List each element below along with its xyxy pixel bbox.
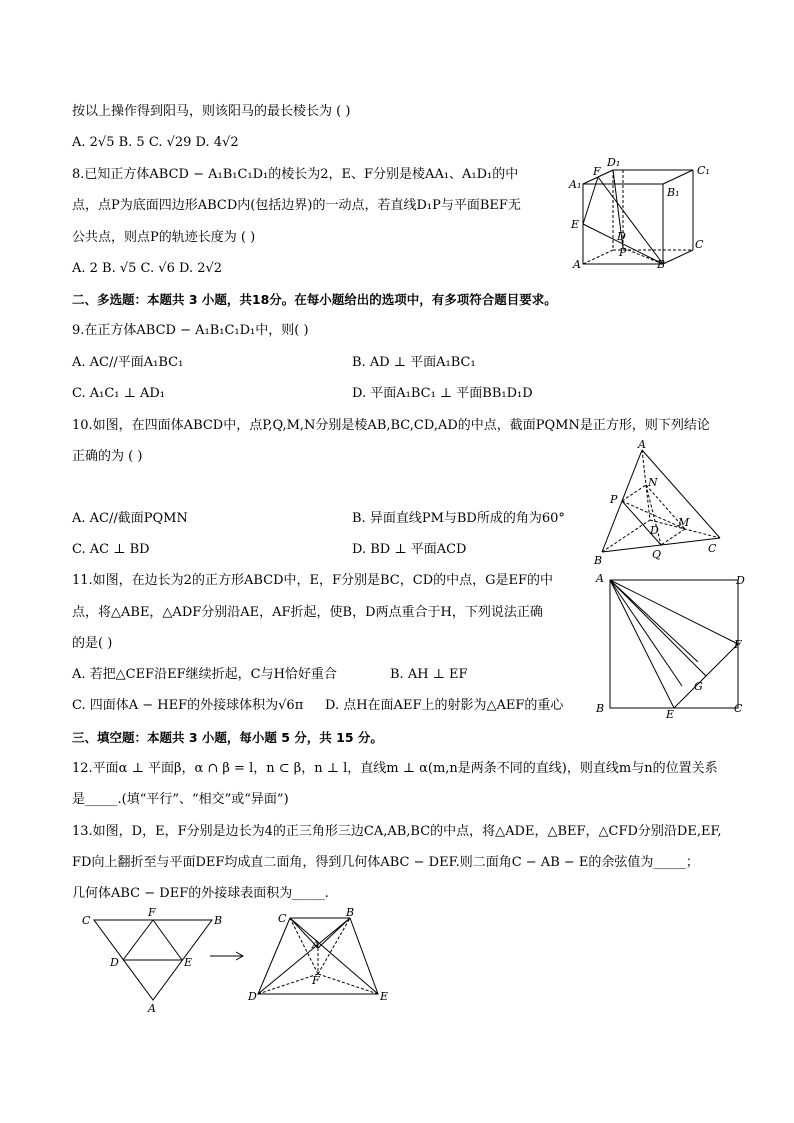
q10-option-a: A. AC//截面PQMN [72,511,188,526]
fig13-right-label-f: F [312,974,320,987]
fig11-label-e: E [666,708,675,721]
q11-option-a: A. 若把△CEF沿EF继续折起，C与H恰好重合 [72,667,337,682]
fig13-left-label-a: A [148,1002,156,1015]
q10-tetrahedron-figure [590,440,730,565]
fig11-label-a: A [596,572,604,585]
q13-line-2: FD向上翻折至与平面DEF均成直二面角，得到几何体ABC − DEF.则二面角C − AB − E的余弦值为_____； [72,855,699,870]
q10-line-1: 10.如图，在四面体ABCD中，点P,Q,M,N分别是棱AB,BC,CD,AD的中点，截面PQMN是正方形，则下列结论 [72,418,710,433]
q8-line-2: 点，点P为底面四边形ABCD内(包括边界)的一动点，若直线D₁P与平面BEF无 [72,198,521,213]
q13-line-3: 几何体ABC − DEF的外接球表面积为_____. [72,886,329,901]
q13-arrow-icon [208,950,248,962]
q8-line-1: 8.已知正方体ABCD − A₁B₁C₁D₁的棱长为2，E、F分别是棱AA₁、A₁D₁的中 [72,167,519,182]
q7-options: A. 2√5 B. 5 C. √29 D. 4√2 [72,135,239,150]
q8-options: A. 2 B. √5 C. √6 D. 2√2 [72,261,223,276]
q8-line-3: 公共点，则点P的轨迹长度为 ( ) [72,230,256,245]
q9-option-c: C. A₁C₁ ⊥ AD₁ [72,386,166,401]
fig11-label-f: F [734,638,742,651]
fig10-label-n: N [648,476,658,489]
q10-option-c: C. AC ⊥ BD [72,542,150,557]
q13-right-solid-figure [246,908,396,1008]
fig10-label-q: Q [652,548,662,561]
q12-line-1: 12.平面α ⊥ 平面β，α ∩ β = l，n ⊂ β，n ⊥ l，直线m ⊥ α(m,n是两条不同的直线)，则直线m与n的位置关系 [72,761,718,776]
fig10-label-a: A [638,438,646,451]
q11-option-b: B. AH ⊥ EF [390,667,468,682]
fig8-label-a: A [573,258,581,271]
fig11-label-b: B [596,702,605,715]
q13-left-triangle-figure [78,908,228,1016]
fig13-right-label-b: B [346,906,355,919]
q9-option-b: B. AD ⊥ 平面A₁BC₁ [352,355,476,370]
q9-stem: 9.在正方体ABCD − A₁B₁C₁D₁中，则( ) [72,323,309,338]
fig8-label-d1: D₁ [607,156,621,169]
fig10-label-d: D [650,524,659,537]
q9-option-d: D. 平面A₁BC₁ ⊥ 平面BB₁D₁D [352,386,533,401]
section-3-heading: 三、填空题：本题共 3 小题，每小题 5 分，共 15 分。 [72,730,383,745]
fig10-label-p: P [610,493,618,506]
q10-option-b: B. 异面直线PM与BD所成的角为60° [352,511,565,526]
q8-cube-figure [565,156,715,271]
fig13-right-label-a: A [312,938,320,951]
fig13-left-label-f: F [148,906,156,919]
fig13-right-label-c: C [278,912,287,925]
fig13-right-label-e: E [380,990,389,1003]
fig11-label-g: G [694,680,703,693]
q13-line-1: 13.如图，D，E，F分别是边长为4的正三角形三边CA,AB,BC的中点，将△ADE，△BEF，△CFD分别沿DE,EF, [72,824,722,839]
fig8-label-b1: B₁ [667,186,680,199]
fig8-label-d: D [617,230,626,243]
q11-option-c: C. 四面体A − HEF的外接球体积为√6π [72,698,304,713]
fig8-label-b: B [657,258,666,271]
fig13-left-label-e: E [184,956,193,969]
fig11-label-d: D [736,574,745,587]
fig8-label-f: F [593,165,601,178]
q11-option-d: D. 点H在面AEF上的射影为△AEF的重心 [325,698,564,713]
fig8-label-c: C [695,238,704,251]
fig8-label-a1: A₁ [569,178,582,191]
q11-line-2: 点，将△ABE，△ADF分别沿AE，AF折起，使B，D两点重合于H，下列说法正确 [72,605,543,620]
q11-line-3: 的是( ) [72,636,113,651]
fig13-left-label-d: D [110,956,119,969]
fig13-right-label-d: D [248,990,257,1003]
fig8-label-p: P [619,246,627,259]
section-2-heading: 二、多选题：本题共 3 小题，共18分。在每小题给出的选项中，有多项符合题目要求。 [72,292,557,307]
fig11-label-c: C [734,702,743,715]
fig10-label-c: C [708,542,717,555]
q11-line-1: 11.如图，在边长为2的正方形ABCD中，E，F分别是BC，CD的中点，G是EF的中 [72,573,554,588]
q11-square-figure [594,570,754,720]
q10-line-2: 正确的为 ( ) [72,449,143,464]
fig13-left-label-b: B [214,914,223,927]
fig13-left-label-c: C [82,914,91,927]
fig8-label-c1: C₁ [697,164,710,177]
q12-line-2: 是_____.(填“平行”、“相交”或“异面”) [72,792,289,807]
q7-stem-end: 按以上操作得到阳马，则该阳马的最长棱长为 ( ) [72,104,351,119]
fig10-label-b: B [594,554,603,567]
fig10-label-m: M [678,516,690,529]
fig8-label-e: E [571,218,580,231]
q10-option-d: D. BD ⊥ 平面ACD [352,542,467,557]
q9-option-a: A. AC//平面A₁BC₁ [72,355,184,370]
